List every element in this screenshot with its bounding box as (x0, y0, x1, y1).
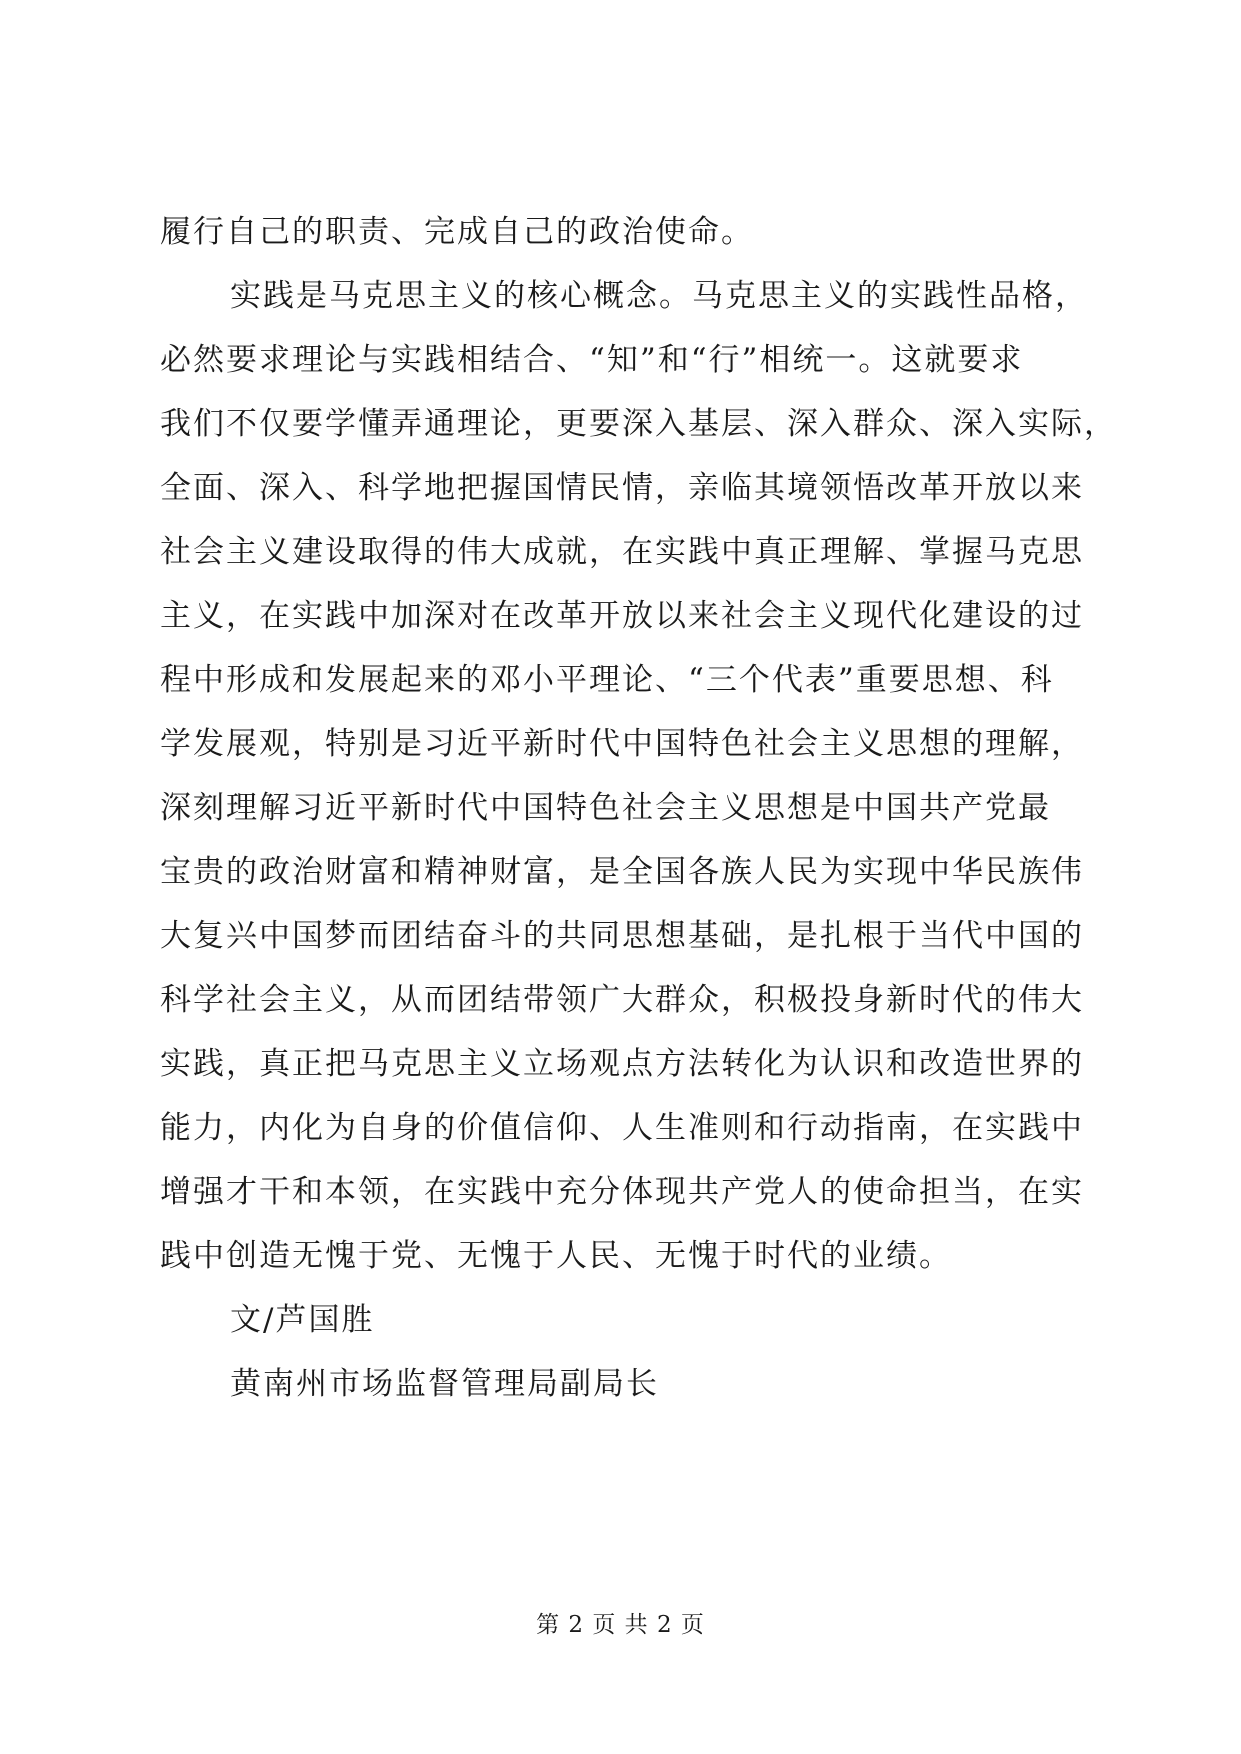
page-number-footer: 第 2 页 共 2 页 (536, 1612, 705, 1638)
author-name: 文/芦国胜 (230, 1302, 375, 1338)
author-title: 黄南州市场监督管理局副局长 (230, 1366, 659, 1402)
paragraph-line: 增强才干和本领，在实践中充分体现共产党人的使命担当，在实 (160, 1174, 1084, 1210)
paragraph-line: 履行自己的职责、完成自己的政治使命。 (160, 214, 754, 250)
paragraph-line: 主义，在实践中加深对在改革开放以来社会主义现代化建设的过 (160, 598, 1084, 634)
paragraph-line: 科学社会主义，从而团结带领广大群众，积极投身新时代的伟大 (160, 982, 1084, 1018)
paragraph-line: 实践，真正把马克思主义立场观点方法转化为认识和改造世界的 (160, 1046, 1084, 1082)
paragraph-line: 学发展观，特别是习近平新时代中国特色社会主义思想的理解， (160, 726, 1084, 762)
paragraph-line: 必然要求理论与实践相结合、“知”和“行”相统一。这就要求 (160, 342, 1024, 378)
paragraph-line: 深刻理解习近平新时代中国特色社会主义思想是中国共产党最 (160, 790, 1051, 826)
paragraph-line: 宝贵的政治财富和精神财富，是全国各族人民为实现中华民族伟 (160, 854, 1084, 890)
paragraph-line: 全面、深入、科学地把握国情民情，亲临其境领悟改革开放以来 (160, 470, 1084, 506)
paragraph-line: 程中形成和发展起来的邓小平理论、“三个代表”重要思想、科 (160, 662, 1054, 698)
paragraph-line: 社会主义建设取得的伟大成就，在实践中真正理解、掌握马克思 (160, 534, 1084, 570)
document-body (160, 200, 1117, 1416)
paragraph-line: 能力，内化为自身的价值信仰、人生准则和行动指南，在实践中 (160, 1110, 1084, 1146)
paragraph-line: 实践是马克思主义的核心概念。马克思主义的实践性品格， (230, 278, 1088, 314)
paragraph-line: 我们不仅要学懂弄通理论，更要深入基层、深入群众、深入实际， (160, 406, 1117, 442)
paragraph-line: 大复兴中国梦而团结奋斗的共同思想基础，是扎根于当代中国的 (160, 918, 1084, 954)
paragraph-line: 践中创造无愧于党、无愧于人民、无愧于时代的业绩。 (160, 1238, 952, 1274)
